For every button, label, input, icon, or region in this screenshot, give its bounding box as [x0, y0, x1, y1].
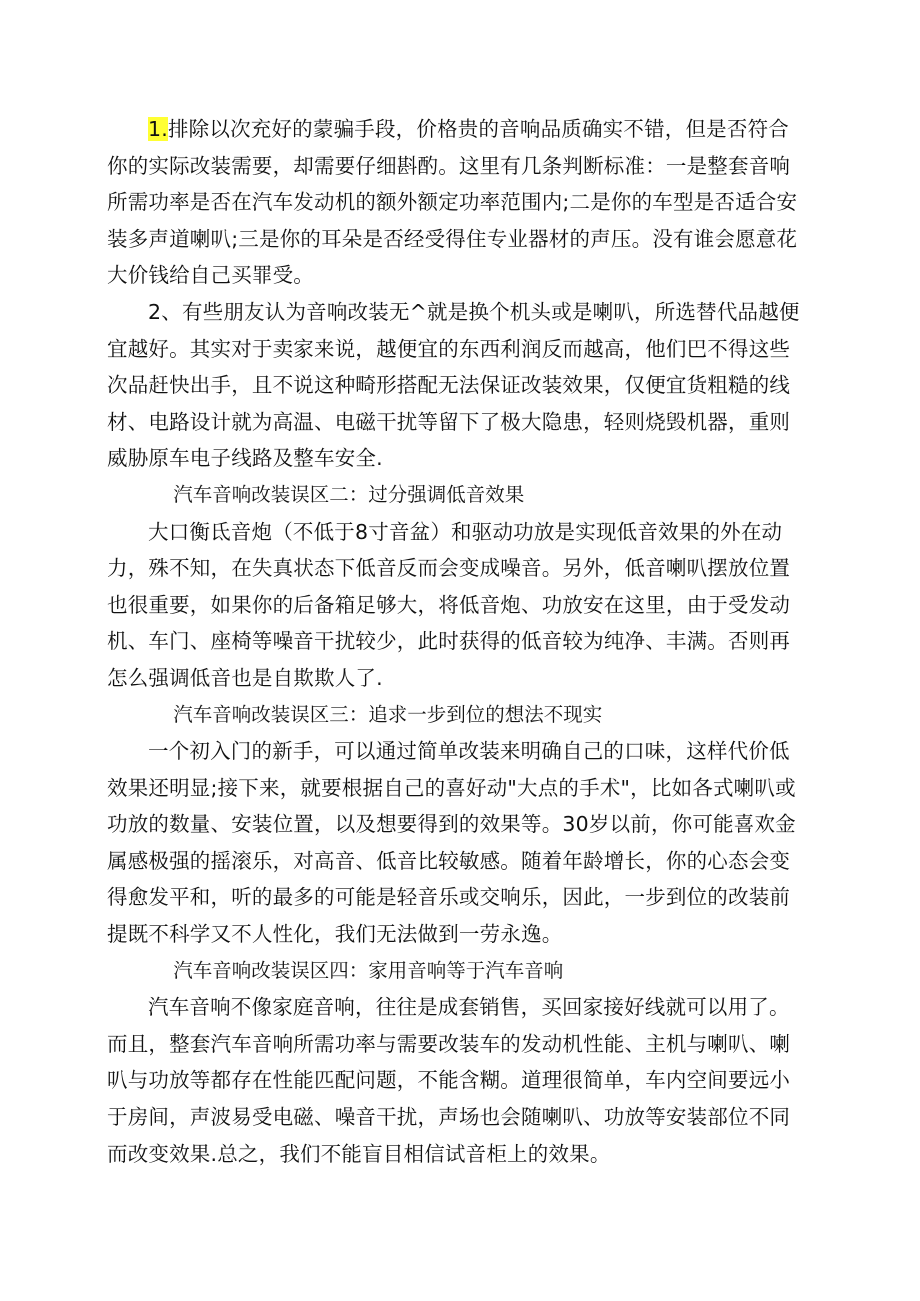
paragraph-1: [107, 111, 801, 294]
paragraph-3: 大口衡氐音炮（不低于8寸音盆）和驱动功放是实现低音效果的外在动力，殊不知，在失真状态下低音反而会变成噪音。另外，低音喇叭摆放位置也很重要，如果你的后备箱足够大，将低音炮、功放安在这里，由于受发动机、车门、座椅等噪音干扰较少，此时获得的低音较为纯净、丰满。否则再怎么强调低音也是自欺欺人了.: [107, 519, 791, 690]
paragraph-2: 2、有些朋友认为音响改装无^就是换个机头或是喇叭，所选替代品越便宜越好。其实对于卖家来说，越便宜的东西利润反而越高，他们巴不得这些次品赶快出手，且不说这种畸形搭配无法保证改装效果，仅便宜货粗糙的线材、电路设计就为高温、电磁干扰等留下了极大隐患，轻则烧毁机器，重则威胁原车电子线路及整车安全.: [107, 299, 800, 471]
highlighted-number: 1.: [148, 117, 168, 141]
paragraph-1-text: 排除以次充好的蒙骗手段，价格贵的音响品质确实不错，但是否符合你的实际改装需要，却需要仔细斟酌。这里有几条判断标准：一是整套音响所需功率是否在汽车发动机的额外额定功率范围内;二是你的车型是否适合安装多声道喇叭;三是你的耳朵是否经受得住专业器材的声压。没有谁会愿意花大价钱给自己买罪受。: [107, 117, 798, 288]
section-heading-3: 汽车音响改装误区三：追求一步到位的想法不现实: [173, 702, 603, 726]
section-heading-2: 汽车音响改装误区二：过分强调低音效果: [173, 482, 525, 506]
paragraph-5: 汽车音响不像家庭音响，往往是成套销售，买回家接好线就可以用了。而且，整套汽车音响所需功率与需要改装车的发动机性能、主机与喇叭、喇叭与功放等都存在性能匹配问题，不能含糊。道理很简单，车内空间要远小于房间，声波易受电磁、噪音干扰，声场也会随喇叭、功放等安装部位不同而改变效果.总之，我们不能盲目相信试音柜上的效果。: [107, 995, 791, 1166]
paragraph-4: 一个初入门的新手，可以通过简单改装来明确自己的口味，这样代价低效果还明显;接下来，就要根据自己的喜好动"大点的手术"，比如各式喇叭或功放的数量、安装位置，以及想要得到的效果等。30岁以前，你可能喜欢金属感极强的摇滚乐，对高音、低音比较敏感。随着年龄增长，你的心态会变得愈发平和，听的最多的可能是轻音乐或交响乐，因此，一步到位的改装前提既不科学又不人性化，我们无法做到一劳永逸。: [107, 739, 796, 947]
section-heading-4: 汽车音响改装误区四：家用音响等于汽车音响: [173, 958, 564, 982]
document-body: [107, 111, 801, 1172]
